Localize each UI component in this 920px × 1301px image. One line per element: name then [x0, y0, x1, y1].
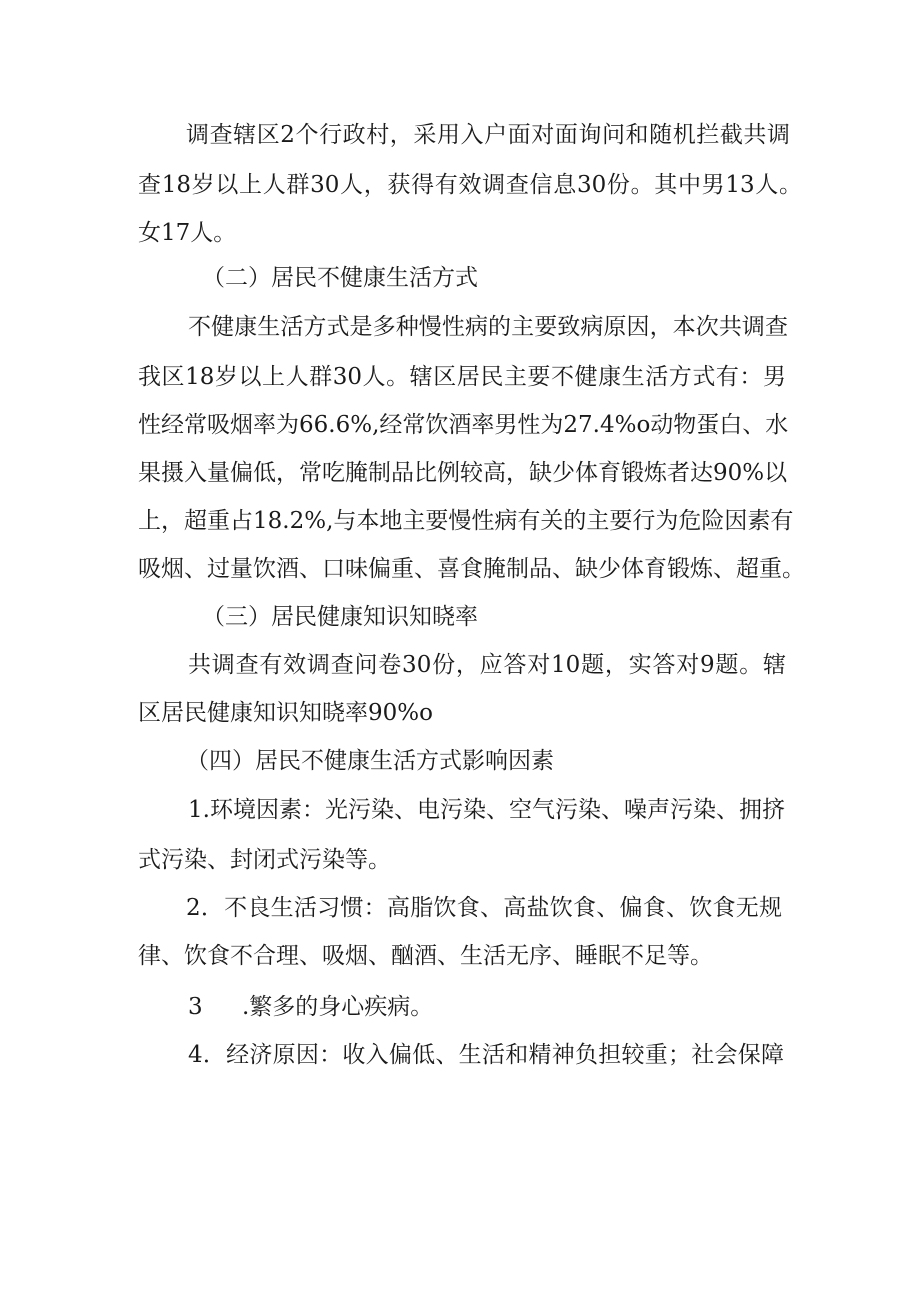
para-lifestyle-line-1: 不健康生活方式是多种慢性病的主要致病原因，本次共调查	[188, 314, 788, 340]
para-lifestyle-line-5: 上，超重占18.2%,与本地主要慢性病有关的主要行为危险因素有	[138, 508, 794, 534]
item-1-line-2: 式污染、封闭式污染等。	[138, 847, 391, 873]
para-knowledge-line-1: 共调查有效调查问卷30份，应答对10题，实答对9题。辖	[188, 652, 786, 678]
para-lifestyle-line-4: 果摄入量偏低，常吃腌制品比例较高，缺少体育锻炼者达90%以	[138, 460, 788, 486]
item-4-line-1: 4．经济原因：收入偏低、生活和精神负担较重；社会保障	[188, 1042, 784, 1068]
para-survey-line-3: 女17人。	[138, 220, 237, 246]
heading-2: （二）居民不健康生活方式	[202, 265, 478, 291]
item-3-number: 3	[188, 994, 203, 1020]
heading-3: （三）居民健康知识知晓率	[202, 604, 478, 630]
item-2-line-1: 2．不良生活习惯：高脂饮食、高盐饮食、偏食、饮食无规	[186, 895, 782, 921]
para-lifestyle-line-3: 性经常吸烟率为66.6%,经常饮酒率男性为27.4%o动物蛋白、水	[138, 412, 789, 438]
item-2-line-2: 律、饮食不合理、吸烟、酗酒、生活无序、睡眠不足等。	[138, 943, 713, 969]
para-knowledge-line-2: 区居民健康知识知晓率90%o	[138, 700, 433, 726]
para-lifestyle-line-2: 我区18岁以上人群30人。辖区居民主要不健康生活方式有：男	[138, 364, 786, 390]
item-1-line-1: 1.环境因素：光污染、电污染、空气污染、噪声污染、拥挤	[188, 797, 785, 823]
item-3-text: .繁多的身心疾病。	[242, 994, 434, 1020]
para-survey-line-2: 查18岁以上人群30人，获得有效调查信息30份。其中男13人。	[138, 172, 802, 198]
para-lifestyle-line-6: 吸烟、过量饮酒、口味偏重、喜食腌制品、缺少体育锻炼、超重。	[138, 556, 805, 582]
para-survey-line-1: 调查辖区2个行政村，采用入户面对面询问和随机拦截共调	[186, 122, 790, 148]
heading-4: （四）居民不健康生活方式影响因素	[186, 748, 554, 774]
